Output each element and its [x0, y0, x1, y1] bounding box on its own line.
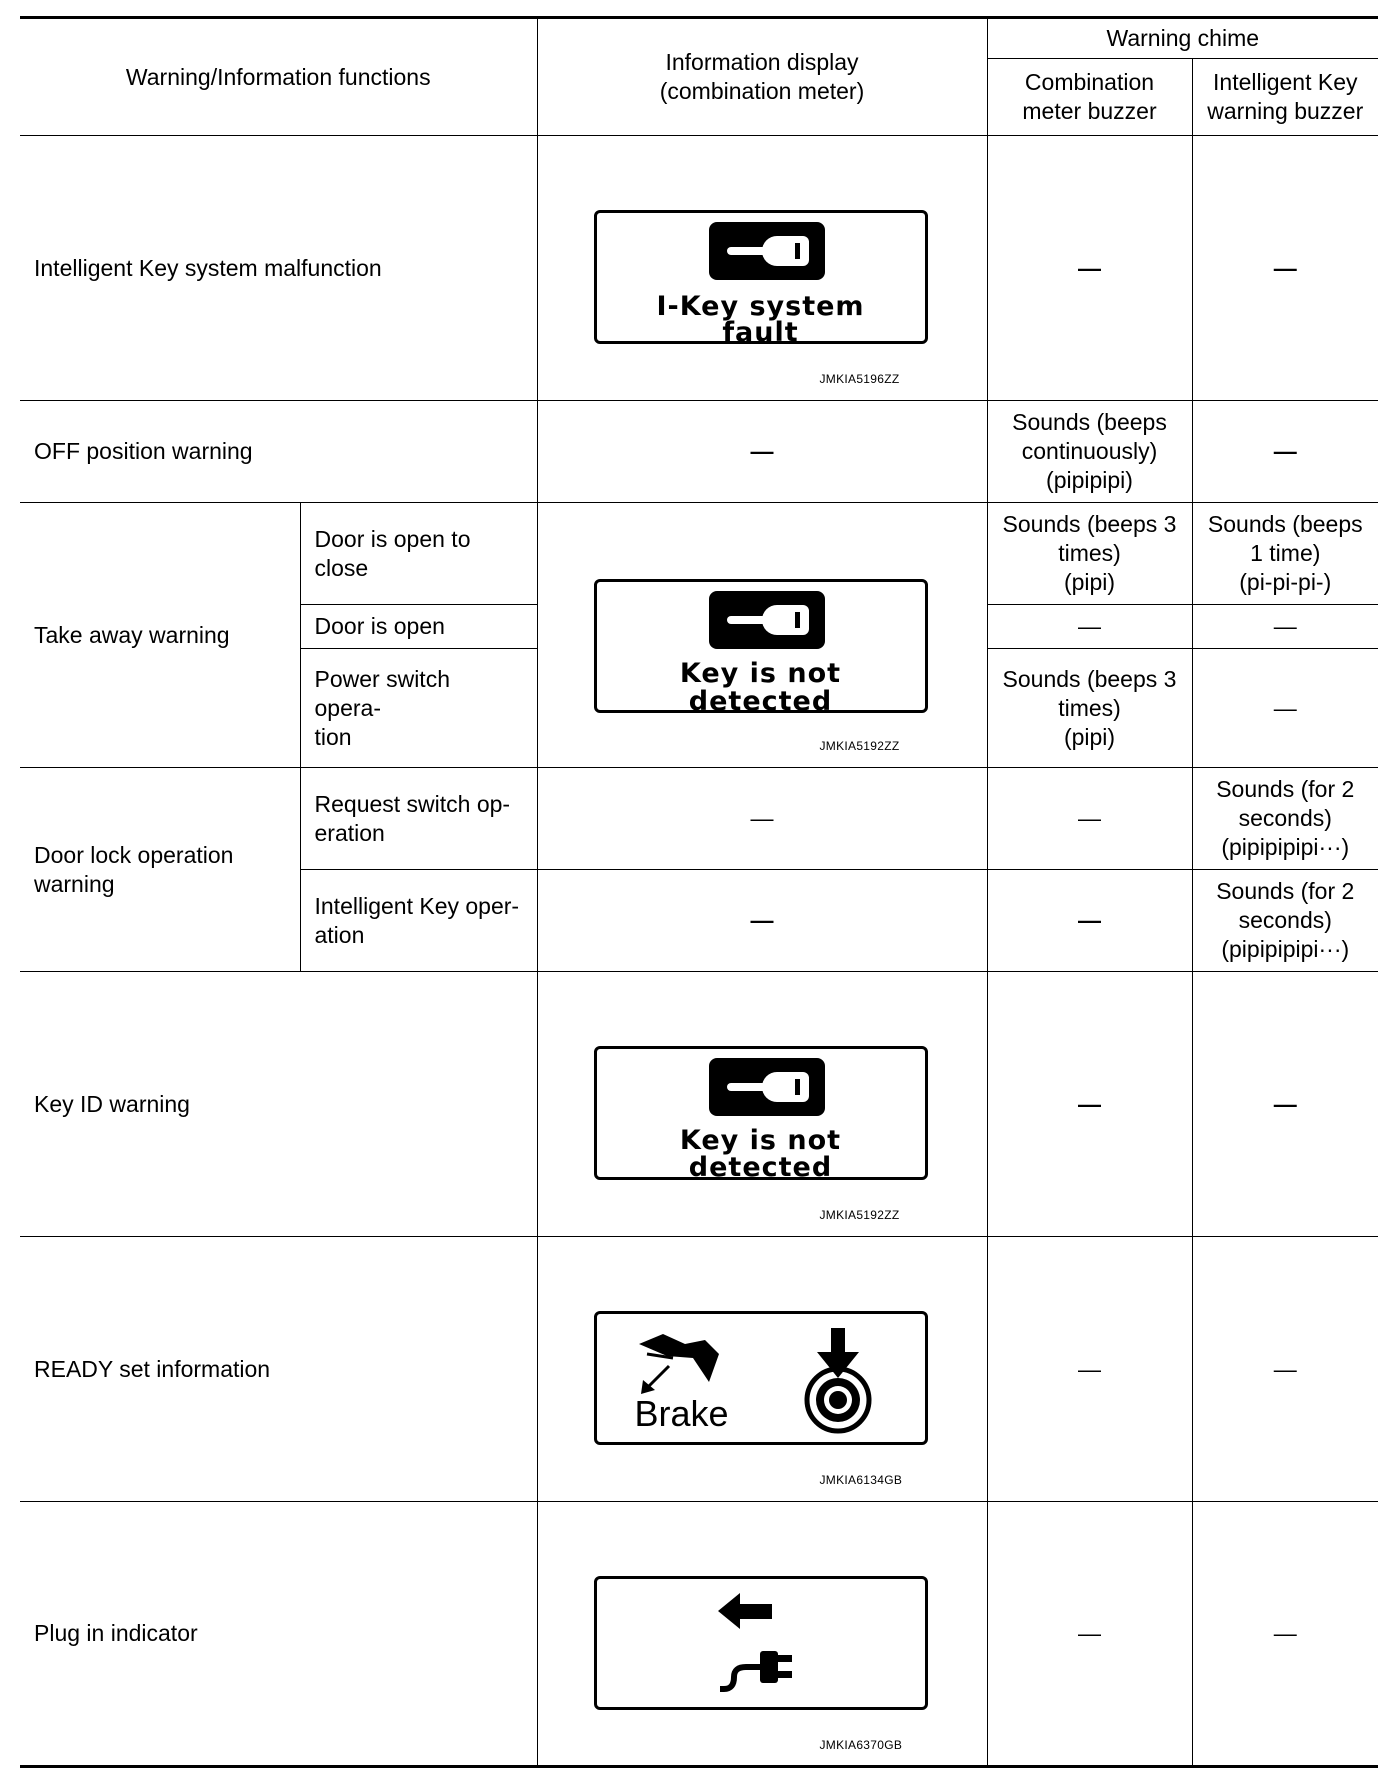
row-label: Key ID warning: [20, 972, 537, 1237]
power-button-press-icon: [795, 1328, 881, 1436]
figure-code: JMKIA5192ZZ: [819, 1208, 900, 1222]
row-label: OFF position warning: [20, 401, 537, 503]
figure-code: JMKIA6370GB: [819, 1738, 903, 1752]
ikey-buzzer-value: Sounds (for 2 seconds) (pipipipipi···): [1192, 768, 1378, 870]
meter-buzzer-value: Sounds (beeps continuously) (pipipipi): [987, 401, 1192, 503]
ikey-buzzer-dash: —: [1192, 972, 1378, 1237]
display-dash: —: [537, 401, 987, 503]
display-panel: Key is not detected: [594, 1046, 928, 1180]
display-panel: Brake: [594, 1311, 928, 1445]
header-warning-chime: Warning chime: [987, 18, 1378, 59]
plug-icon: [716, 1589, 806, 1699]
header-ikey-buzzer: Intelligent Key warning buzzer: [1192, 59, 1378, 136]
display-panel: I-Key system fault: [594, 210, 928, 344]
display-dash: —: [537, 768, 987, 870]
ikey-buzzer-dash: —: [1192, 1502, 1378, 1767]
ikey-buzzer-value: Sounds (beeps 1 time) (pi-pi-pi-): [1192, 503, 1378, 605]
table-row: [20, 1237, 1378, 1502]
sub-row-label: Intelligent Key oper- ation: [300, 870, 537, 972]
table-row: [20, 401, 1378, 503]
table-row: [20, 503, 1378, 605]
key-not-detected-figure: [537, 503, 987, 768]
header-functions: Warning/Information functions: [20, 18, 537, 136]
meter-buzzer-value: Sounds (beeps 3 times) (pipi): [987, 649, 1192, 768]
meter-buzzer-dash: —: [987, 768, 1192, 870]
row-label: Plug in indicator: [20, 1502, 537, 1767]
display-dash: —: [537, 870, 987, 972]
key-id-figure: [537, 972, 987, 1237]
ikey-buzzer-dash: —: [1192, 605, 1378, 649]
ready-set-figure: [537, 1237, 987, 1502]
foot-on-brake-icon: [633, 1330, 733, 1400]
table-row: [20, 768, 1378, 870]
meter-buzzer-dash: —: [987, 136, 1192, 401]
sub-row-label: Door is open to close: [300, 503, 537, 605]
sub-row-label: Door is open: [300, 605, 537, 649]
ikey-buzzer-dash: —: [1192, 401, 1378, 503]
meter-buzzer-dash: —: [987, 972, 1192, 1237]
row-label: Door lock operation warning: [20, 768, 300, 972]
sub-row-label: Power switch opera- tion: [300, 649, 537, 768]
table-row: [20, 972, 1378, 1237]
header-display: Information display (combination meter): [537, 18, 987, 136]
plug-in-figure: [537, 1502, 987, 1767]
ikey-buzzer-dash: —: [1192, 136, 1378, 401]
figure-code: JMKIA5192ZZ: [819, 739, 900, 753]
warning-functions-table: [20, 16, 1378, 1768]
meter-buzzer-dash: —: [987, 1502, 1192, 1767]
meter-buzzer-dash: —: [987, 1237, 1192, 1502]
row-label: READY set information: [20, 1237, 537, 1502]
header-meter-buzzer: Combination meter buzzer: [987, 59, 1192, 136]
ikey-fault-figure: [537, 136, 987, 401]
key-icon: [709, 591, 825, 649]
key-icon: [709, 1058, 825, 1116]
table-row: [20, 136, 1378, 401]
row-label: Take away warning: [20, 503, 300, 768]
ikey-buzzer-dash: —: [1192, 649, 1378, 768]
table-row: [20, 1502, 1378, 1767]
key-icon: [709, 222, 825, 280]
meter-buzzer-value: Sounds (beeps 3 times) (pipi): [987, 503, 1192, 605]
meter-buzzer-dash: —: [987, 870, 1192, 972]
ikey-buzzer-dash: —: [1192, 1237, 1378, 1502]
row-label: Intelligent Key system malfunction: [20, 136, 537, 401]
figure-code: JMKIA5196ZZ: [819, 372, 900, 386]
sub-row-label: Request switch op- eration: [300, 768, 537, 870]
figure-code: JMKIA6134GB: [819, 1473, 903, 1487]
display-panel: [594, 1576, 928, 1710]
display-panel: Key is not detected: [594, 579, 928, 713]
ikey-buzzer-value: Sounds (for 2 seconds) (pipipipipi···): [1192, 870, 1378, 972]
meter-buzzer-dash: —: [987, 605, 1192, 649]
